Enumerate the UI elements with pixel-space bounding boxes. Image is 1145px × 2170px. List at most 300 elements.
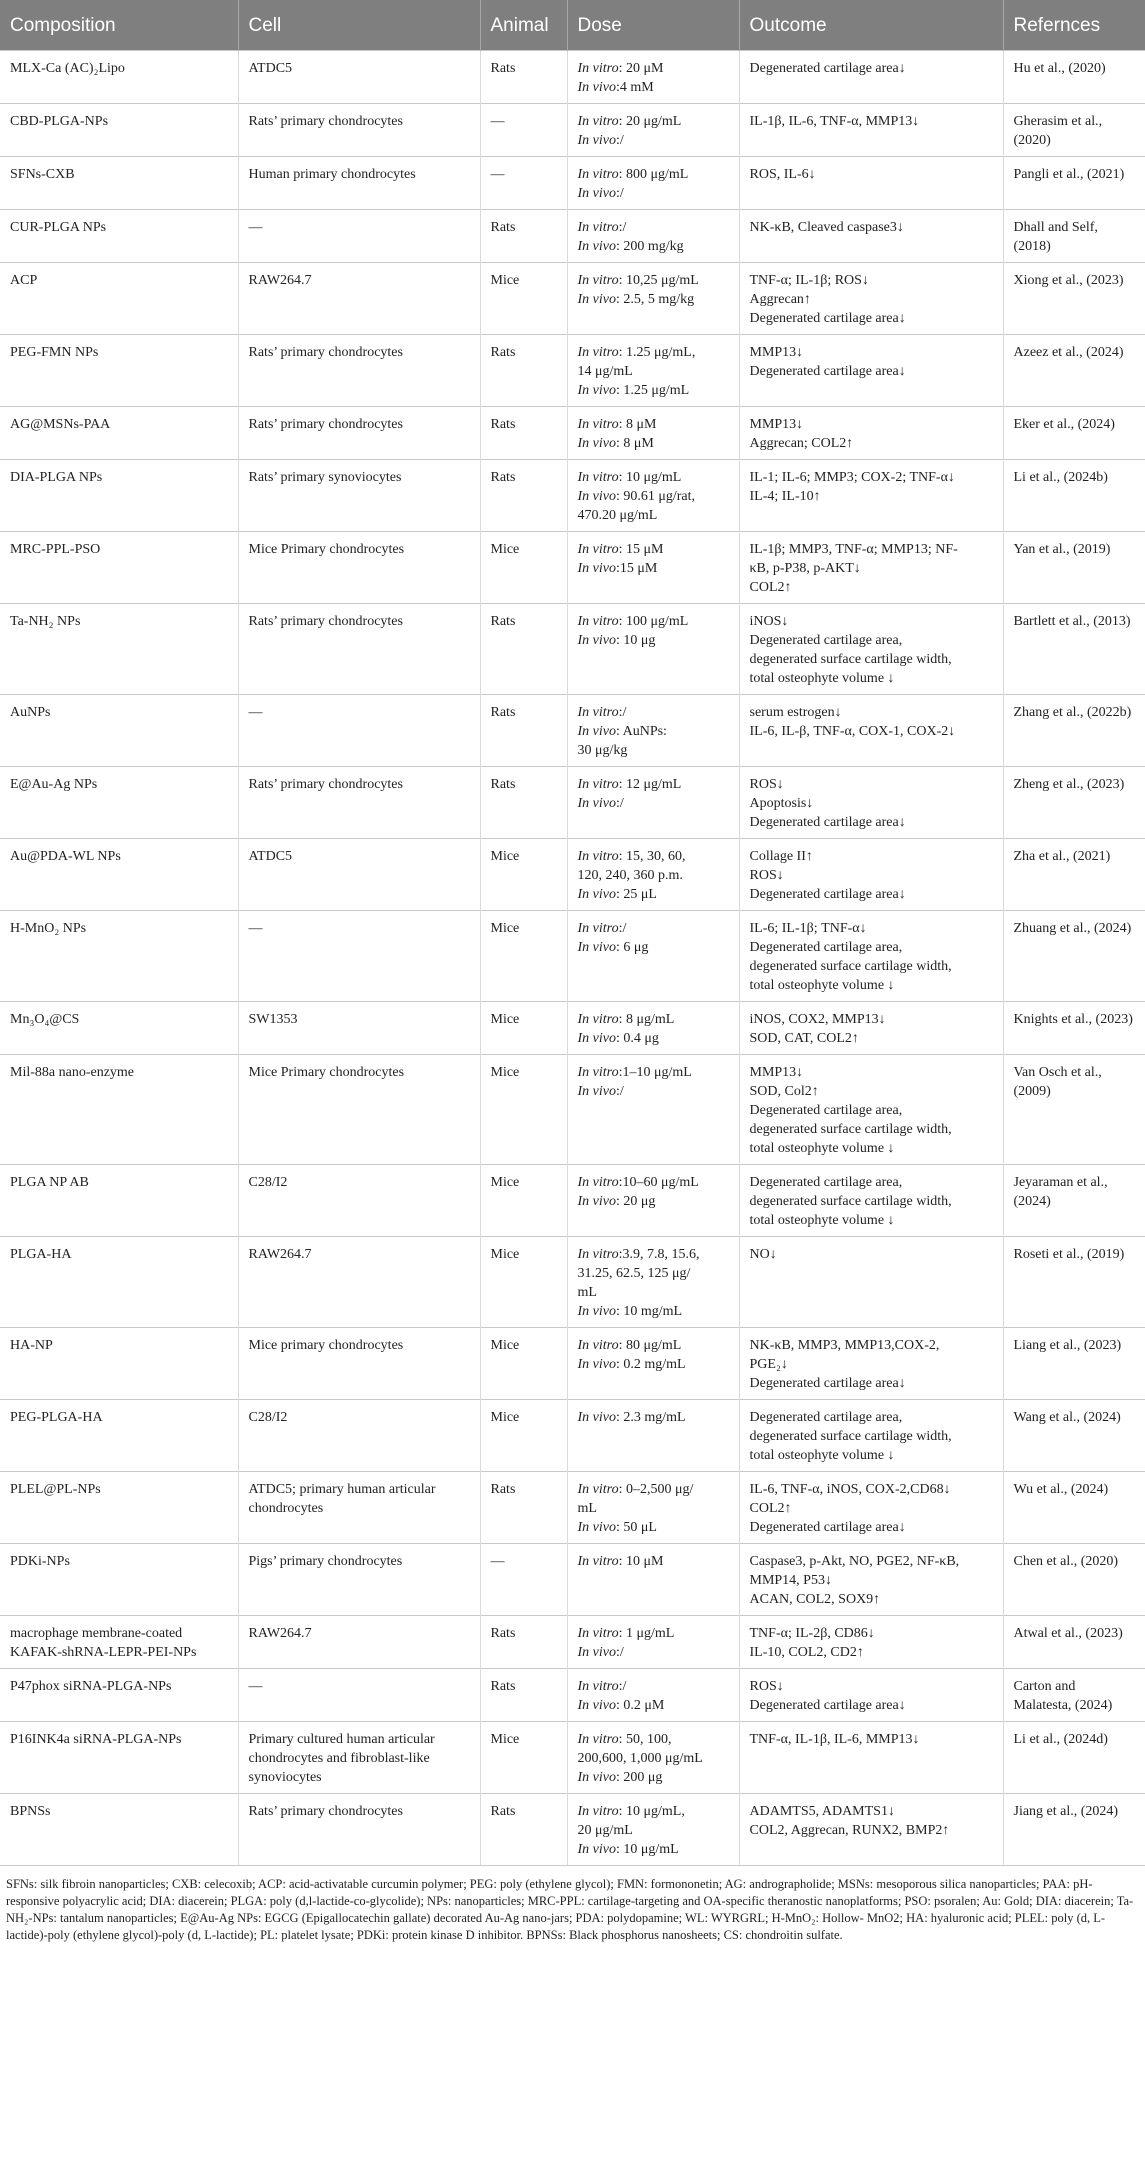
cell-outcome — [739, 335, 1003, 407]
table-row — [0, 1722, 1145, 1794]
dose-value: : 10 μg/mL — [618, 470, 682, 485]
cell-cell-type: ATDC5 — [238, 51, 480, 104]
cell-composition: CBD-PLGA-NPs — [0, 104, 238, 157]
table-row — [0, 335, 1145, 407]
dose-value: : 6 μg — [615, 940, 649, 955]
cell-cell-type: — — [238, 911, 480, 1002]
outcome-line: Degenerated cartilage area↓ — [749, 311, 906, 326]
dose-value: : 10 μM — [618, 1554, 664, 1569]
header-animal: Animal — [480, 0, 567, 51]
outcome-line: IL-10, COL2, CD2↑ — [749, 1645, 864, 1660]
cell-outcome — [739, 1616, 1003, 1669]
dose-line — [578, 1192, 729, 1211]
cell-outcome — [739, 695, 1003, 767]
cell-animal: Rats — [480, 51, 567, 104]
cell-dose — [567, 407, 739, 460]
cell-composition: Ta-NH₂ NPs — [0, 604, 238, 695]
dose-route-label: In vivo — [577, 724, 616, 739]
table-row — [0, 1002, 1145, 1055]
outcome-line: total osteophyte volume ↓ — [749, 1141, 895, 1156]
outcome-line: Degenerated cartilage area, — [749, 1410, 903, 1425]
dose-value: : 10 mg/mL — [615, 1304, 683, 1319]
cell-dose — [567, 1472, 739, 1544]
dose-line — [578, 1552, 729, 1571]
dose-line — [578, 938, 729, 957]
dose-route-label: In vitro — [577, 614, 619, 629]
dose-route-label: In vivo — [577, 1770, 616, 1785]
cell-reference: Chen et al., (2020) — [1003, 1544, 1145, 1616]
cell-cell-type: RAW264.7 — [238, 1237, 480, 1328]
cell-animal: — — [480, 157, 567, 210]
cell-reference: Azeez et al., (2024) — [1003, 335, 1145, 407]
table-row — [0, 839, 1145, 911]
cell-composition: MRC-PPL-PSO — [0, 532, 238, 604]
dose-value: : 8 μM — [615, 436, 654, 451]
cell-dose — [567, 51, 739, 104]
dose-value: :/ — [618, 1679, 627, 1694]
cell-reference: Zhang et al., (2022b) — [1003, 695, 1145, 767]
cell-reference: Zhuang et al., (2024) — [1003, 911, 1145, 1002]
dose-route-label: In vivo — [577, 796, 616, 811]
dose-line — [578, 1336, 729, 1355]
outcome-line: COL2↑ — [749, 1501, 792, 1516]
dose-value: : 90.61 μg/rat, — [615, 489, 696, 504]
dose-value: : 10 μg — [615, 633, 656, 648]
table-row — [0, 51, 1145, 104]
table-row — [0, 1055, 1145, 1165]
outcome-line: MMP13↓ — [749, 345, 804, 360]
dose-route-label: In vivo — [577, 1304, 616, 1319]
outcome-line: SOD, Col2↑ — [749, 1084, 819, 1099]
outcome-line: degenerated surface cartilage width, — [749, 652, 952, 667]
outcome-line: Apoptosis↓ — [749, 796, 814, 811]
cell-cell-type: — — [238, 695, 480, 767]
dose-line — [578, 165, 729, 184]
cell-composition: DIA-PLGA NPs — [0, 460, 238, 532]
outcome-line: TNF-α; IL-2β, CD86↓ — [749, 1626, 875, 1641]
outcome-line: degenerated surface cartilage width, — [749, 959, 952, 974]
cell-animal: Rats — [480, 1669, 567, 1722]
dose-line — [578, 415, 729, 434]
dose-value: 20 μg/mL — [577, 1823, 633, 1838]
cell-dose — [567, 1002, 739, 1055]
cell-composition: P16INK4a siRNA-PLGA-NPs — [0, 1722, 238, 1794]
dose-value: : 1.25 μg/mL, — [618, 345, 696, 360]
table-row — [0, 407, 1145, 460]
dose-route-label: In vitro — [577, 705, 619, 720]
dose-value: : 80 μg/mL — [618, 1338, 682, 1353]
outcome-line: iNOS↓ — [749, 614, 789, 629]
cell-cell-type: Mice Primary chondrocytes — [238, 532, 480, 604]
cell-dose — [567, 1165, 739, 1237]
dose-route-label: In vivo — [577, 1842, 616, 1857]
dose-line — [578, 1768, 729, 1787]
dose-line — [578, 1643, 729, 1662]
cell-composition: AG@MSNs-PAA — [0, 407, 238, 460]
dose-value: : AuNPs: — [615, 724, 667, 739]
cell-reference: Bartlett et al., (2013) — [1003, 604, 1145, 695]
dose-line — [578, 1802, 729, 1821]
dose-route-label: In vivo — [577, 940, 616, 955]
cell-composition: AuNPs — [0, 695, 238, 767]
dose-value: : 50 μL — [615, 1520, 657, 1535]
dose-value: : 0–2,500 μg/ — [618, 1482, 694, 1497]
outcome-line: TNF-α; IL-1β; ROS↓ — [749, 273, 869, 288]
outcome-line: Degenerated cartilage area, — [749, 1103, 903, 1118]
cell-composition: HA-NP — [0, 1328, 238, 1400]
dose-value: : 20 μM — [618, 61, 664, 76]
dose-value: : 10 μg/mL, — [618, 1804, 685, 1819]
cell-composition: PLGA-HA — [0, 1237, 238, 1328]
cell-dose — [567, 532, 739, 604]
cell-reference: Zheng et al., (2023) — [1003, 767, 1145, 839]
cell-composition: MLX-Ca (AC)₂Lipo — [0, 51, 238, 104]
dose-line — [578, 506, 729, 525]
dose-line — [578, 487, 729, 506]
dose-route-label: In vitro — [577, 1554, 619, 1569]
cell-cell-type: — — [238, 1669, 480, 1722]
table-row — [0, 911, 1145, 1002]
outcome-line: Degenerated cartilage area↓ — [749, 364, 906, 379]
dose-line — [578, 1518, 729, 1537]
cell-reference: Hu et al., (2020) — [1003, 51, 1145, 104]
dose-line — [578, 1082, 729, 1101]
dose-line — [578, 703, 729, 722]
cell-cell-type: ATDC5 — [238, 839, 480, 911]
cell-reference: Li et al., (2024d) — [1003, 1722, 1145, 1794]
cell-cell-type: Rats’ primary synoviocytes — [238, 460, 480, 532]
cell-cell-type: Rats’ primary chondrocytes — [238, 604, 480, 695]
dose-line — [578, 885, 729, 904]
cell-dose — [567, 1669, 739, 1722]
outcome-line: PGE₂↓ — [749, 1357, 788, 1372]
outcome-line: total osteophyte volume ↓ — [749, 1448, 895, 1463]
table-row — [0, 104, 1145, 157]
outcome-line: IL-6, IL-β, TNF-α, COX-1, COX-2↓ — [749, 724, 956, 739]
dose-value: : 15, 30, 60, — [618, 849, 686, 864]
dose-value: : 8 μg/mL — [618, 1012, 675, 1027]
dose-value: :/ — [618, 220, 627, 235]
dose-value: 120, 240, 360 p.m. — [577, 868, 683, 883]
cell-reference: Roseti et al., (2019) — [1003, 1237, 1145, 1328]
dose-line — [578, 722, 729, 741]
dose-route-label: In vivo — [577, 1084, 616, 1099]
dose-line — [578, 218, 729, 237]
outcome-line: Degenerated cartilage area, — [749, 1175, 903, 1190]
cell-reference: Jiang et al., (2024) — [1003, 1794, 1145, 1866]
outcome-line: TNF-α, IL-1β, IL-6, MMP13↓ — [749, 1732, 920, 1747]
dose-route-label: In vivo — [577, 1410, 616, 1425]
cell-animal: Mice — [480, 839, 567, 911]
dose-route-label: In vitro — [577, 1065, 619, 1080]
dose-value: :15 μM — [615, 561, 658, 576]
dose-value: : 8 μM — [618, 417, 657, 432]
cell-cell-type: Rats’ primary chondrocytes — [238, 1794, 480, 1866]
cell-reference: Jeyaraman et al., (2024) — [1003, 1165, 1145, 1237]
dose-value: :10–60 μg/mL — [618, 1175, 699, 1190]
outcome-line: NK-κB, MMP3, MMP13,COX-2, — [749, 1338, 940, 1353]
header-cell: Cell — [238, 0, 480, 51]
dose-line — [578, 434, 729, 453]
cell-animal: Mice — [480, 263, 567, 335]
dose-route-label: In vitro — [577, 1732, 619, 1747]
cell-outcome — [739, 1165, 1003, 1237]
cell-composition: Mn₃O₄@CS — [0, 1002, 238, 1055]
cell-cell-type: — — [238, 210, 480, 263]
outcome-line: Aggrecan; COL2↑ — [749, 436, 854, 451]
cell-dose — [567, 839, 739, 911]
cell-dose — [567, 104, 739, 157]
dose-line — [578, 1677, 729, 1696]
header-outcome: Outcome — [739, 0, 1003, 51]
cell-animal: Rats — [480, 1616, 567, 1669]
cell-cell-type: Mice Primary chondrocytes — [238, 1055, 480, 1165]
cell-animal: Rats — [480, 695, 567, 767]
dose-route-label: In vivo — [577, 1357, 616, 1372]
cell-dose — [567, 1328, 739, 1400]
cell-outcome — [739, 1237, 1003, 1328]
cell-dose — [567, 210, 739, 263]
outcome-line: Degenerated cartilage area↓ — [749, 1698, 906, 1713]
cell-animal: Rats — [480, 1794, 567, 1866]
dose-line — [578, 1283, 729, 1302]
dose-value: : 10,25 μg/mL — [618, 273, 699, 288]
cell-reference: Eker et al., (2024) — [1003, 407, 1145, 460]
dose-value: :/ — [615, 186, 624, 201]
outcome-line: MMP13↓ — [749, 417, 804, 432]
cell-outcome — [739, 460, 1003, 532]
dose-value: 200,600, 1,000 μg/mL — [577, 1751, 703, 1766]
cell-cell-type: Mice primary chondrocytes — [238, 1328, 480, 1400]
cell-animal: Mice — [480, 1400, 567, 1472]
outcome-line: IL-1β; MMP3, TNF-α; MMP13; NF- — [749, 542, 958, 557]
dose-value: : 1.25 μg/mL — [615, 383, 690, 398]
dose-line — [578, 1624, 729, 1643]
dose-value: : 200 μg — [615, 1770, 663, 1785]
outcome-line: Degenerated cartilage area↓ — [749, 815, 906, 830]
cell-cell-type: C28/I2 — [238, 1165, 480, 1237]
cell-cell-type: C28/I2 — [238, 1400, 480, 1472]
table-header-row — [0, 0, 1145, 51]
cell-animal: Rats — [480, 604, 567, 695]
dose-value: : 1 μg/mL — [618, 1626, 675, 1641]
cell-cell-type: ATDC5; primary human articular chondrocytes — [238, 1472, 480, 1544]
outcome-line: SOD, CAT, COL2↑ — [749, 1031, 859, 1046]
cell-outcome — [739, 210, 1003, 263]
cell-composition: PDKi-NPs — [0, 1544, 238, 1616]
cell-animal: Mice — [480, 1165, 567, 1237]
cell-dose — [567, 335, 739, 407]
dose-route-label: In vitro — [577, 1338, 619, 1353]
outcome-line: Degenerated cartilage area↓ — [749, 887, 906, 902]
cell-dose — [567, 1237, 739, 1328]
dose-value: : 12 μg/mL — [618, 777, 682, 792]
cell-composition: BPNSs — [0, 1794, 238, 1866]
dose-line — [578, 1355, 729, 1374]
cell-reference: Li et al., (2024b) — [1003, 460, 1145, 532]
cell-outcome — [739, 1002, 1003, 1055]
cell-dose — [567, 460, 739, 532]
cell-outcome — [739, 532, 1003, 604]
dose-line — [578, 1480, 729, 1499]
cell-dose — [567, 604, 739, 695]
dose-line — [578, 381, 729, 400]
dose-value: :/ — [618, 921, 627, 936]
cell-reference: Atwal et al., (2023) — [1003, 1616, 1145, 1669]
outcome-line: total osteophyte volume ↓ — [749, 1213, 895, 1228]
cell-reference: Dhall and Self, (2018) — [1003, 210, 1145, 263]
dose-route-label: In vivo — [577, 383, 616, 398]
table-row — [0, 532, 1145, 604]
dose-line — [578, 775, 729, 794]
cell-composition: ACP — [0, 263, 238, 335]
dose-line — [578, 1821, 729, 1840]
dose-line — [578, 1302, 729, 1321]
dose-value: :/ — [615, 1084, 624, 1099]
dose-route-label: In vivo — [577, 561, 616, 576]
dose-value: :3.9, 7.8, 15.6, — [618, 1247, 700, 1262]
cell-outcome — [739, 263, 1003, 335]
dose-route-label: In vitro — [577, 470, 619, 485]
dose-line — [578, 540, 729, 559]
outcome-line: ROS, IL-6↓ — [749, 167, 816, 182]
header-composition: Composition — [0, 0, 238, 51]
dose-value: : 0.2 mg/mL — [615, 1357, 686, 1372]
cell-cell-type: RAW264.7 — [238, 1616, 480, 1669]
dose-value: :/ — [618, 705, 627, 720]
outcome-line: degenerated surface cartilage width, — [749, 1194, 952, 1209]
table-row — [0, 604, 1145, 695]
outcome-line: IL-6; IL-1β; TNF-α↓ — [749, 921, 867, 936]
table-row — [0, 767, 1145, 839]
dose-line — [578, 78, 729, 97]
cell-dose — [567, 695, 739, 767]
table-row — [0, 1472, 1145, 1544]
header-dose: Dose — [567, 0, 739, 51]
dose-route-label: In vitro — [577, 61, 619, 76]
dose-value: : 0.4 μg — [615, 1031, 659, 1046]
cell-composition: SFNs-CXB — [0, 157, 238, 210]
cell-outcome — [739, 767, 1003, 839]
dose-value: 470.20 μg/mL — [577, 508, 658, 523]
dose-line — [578, 1063, 729, 1082]
dose-route-label: In vivo — [577, 186, 616, 201]
cell-outcome — [739, 51, 1003, 104]
dose-route-label: In vivo — [577, 1031, 616, 1046]
dose-route-label: In vitro — [577, 220, 619, 235]
cell-outcome — [739, 1472, 1003, 1544]
dose-value: : 2.3 mg/mL — [615, 1410, 686, 1425]
cell-dose — [567, 911, 739, 1002]
outcome-line: Collage II↑ — [749, 849, 813, 864]
dose-value: : 2.5, 5 mg/kg — [615, 292, 695, 307]
cell-composition: PEG-FMN NPs — [0, 335, 238, 407]
dose-value: :/ — [615, 796, 624, 811]
cell-composition: CUR-PLGA NPs — [0, 210, 238, 263]
cell-cell-type: RAW264.7 — [238, 263, 480, 335]
dose-line — [578, 1730, 729, 1749]
outcome-line: NK-κB, Cleaved caspase3↓ — [749, 220, 904, 235]
dose-route-label: In vivo — [577, 80, 616, 95]
dose-line — [578, 468, 729, 487]
outcome-line: iNOS, COX2, MMP13↓ — [749, 1012, 886, 1027]
dose-line — [578, 612, 729, 631]
outcome-line: IL-6, TNF-α, iNOS, COX-2,CD68↓ — [749, 1482, 951, 1497]
table-row — [0, 263, 1145, 335]
table-footnote: SFNs: silk fibroin nanoparticles; CXB: celecoxib; ACP: acid-activatable curcumin polymer; PEG: poly (ethylene glycol); FMN: formononetin; AG: andrographolide; MSNs: mesoporous silica nanoparticles; PAA: pH-responsive polyacrylic acid; DIA: diacerein; PLGA: poly (d,l-lactide-co-glycolide); NPs: nanoparticles; MRC-PPL: cartilage-targeting and OA-specific theranostic nanoplatforms; PSO: psoralen; Au: Gold; DIA: diacerein; Ta-NH₂-NPs: tantalum nanoparticles; E@Au-Ag NPs: EGCG (Epigallocatechin gallate) decorated Au-Ag nano-jars; PDA: polydopamine; WL: WYRGRL; H-MnO₂: Hollow- MnO2; HA: hyaluronic acid; PLEL: poly (d, L-lactide)-poly (ethylene glycol)-poly (d, L-lactide); PL: platelet lysate; PDKi: protein kinase D inhibitor. BPNSs: Black phosphorus nanosheets; CS: chondroitin sulfate. — [6, 1877, 1134, 1942]
dose-value: : 0.2 μM — [615, 1698, 665, 1713]
dose-route-label: In vitro — [577, 542, 619, 557]
cell-dose — [567, 767, 739, 839]
outcome-line: ROS↓ — [749, 1679, 784, 1694]
dose-line — [578, 847, 729, 866]
table-row — [0, 1237, 1145, 1328]
cell-reference: Wu et al., (2024) — [1003, 1472, 1145, 1544]
dose-line — [578, 112, 729, 131]
dose-line — [578, 1408, 729, 1427]
dose-value: :1–10 μg/mL — [618, 1065, 692, 1080]
outcome-line: degenerated surface cartilage width, — [749, 1122, 952, 1137]
dose-line — [578, 1264, 729, 1283]
outcome-line: degenerated surface cartilage width, — [749, 1429, 952, 1444]
cell-animal: Rats — [480, 210, 567, 263]
outcome-line: COL2↑ — [749, 580, 792, 595]
dose-line — [578, 1499, 729, 1518]
cell-dose — [567, 1400, 739, 1472]
outcome-line: Degenerated cartilage area↓ — [749, 1520, 906, 1535]
header-references: Refernces — [1003, 0, 1145, 51]
dose-line — [578, 290, 729, 309]
cell-outcome — [739, 1055, 1003, 1165]
dose-route-label: In vivo — [577, 633, 616, 648]
cell-outcome — [739, 1544, 1003, 1616]
cell-reference: Pangli et al., (2021) — [1003, 157, 1145, 210]
cell-cell-type: Rats’ primary chondrocytes — [238, 335, 480, 407]
dose-line — [578, 1840, 729, 1859]
dose-value: 30 μg/kg — [577, 743, 628, 758]
outcome-line: Degenerated cartilage area↓ — [749, 1376, 906, 1391]
dose-value: : 20 μg/mL — [618, 114, 682, 129]
cell-animal: Mice — [480, 1722, 567, 1794]
dose-line — [578, 343, 729, 362]
cell-animal: Rats — [480, 335, 567, 407]
cell-outcome — [739, 1328, 1003, 1400]
dose-line — [578, 1696, 729, 1715]
outcome-line: MMP14, P53↓ — [749, 1573, 832, 1588]
outcome-line: Caspase3, p-Akt, NO, PGE2, NF-κB, — [749, 1554, 960, 1569]
table-row — [0, 695, 1145, 767]
cell-composition: Mil-88a nano-enzyme — [0, 1055, 238, 1165]
table-row — [0, 1328, 1145, 1400]
cell-animal: — — [480, 1544, 567, 1616]
dose-line — [578, 1245, 729, 1264]
outcome-line: total osteophyte volume ↓ — [749, 671, 895, 686]
table-row — [0, 1165, 1145, 1237]
outcome-line: Degenerated cartilage area, — [749, 940, 903, 955]
dose-route-label: In vivo — [577, 1520, 616, 1535]
dose-route-label: In vivo — [577, 489, 616, 504]
dose-value: :4 mM — [615, 80, 654, 95]
dose-route-label: In vitro — [577, 1679, 619, 1694]
cell-composition: PLEL@PL-NPs — [0, 1472, 238, 1544]
outcome-line: κB, p-P38, p-AKT↓ — [749, 561, 861, 576]
dose-value: mL — [577, 1285, 597, 1300]
outcome-line: MMP13↓ — [749, 1065, 804, 1080]
cell-reference: Zha et al., (2021) — [1003, 839, 1145, 911]
cell-dose — [567, 1616, 739, 1669]
dose-line — [578, 1029, 729, 1048]
dose-value: : 20 μg — [615, 1194, 656, 1209]
